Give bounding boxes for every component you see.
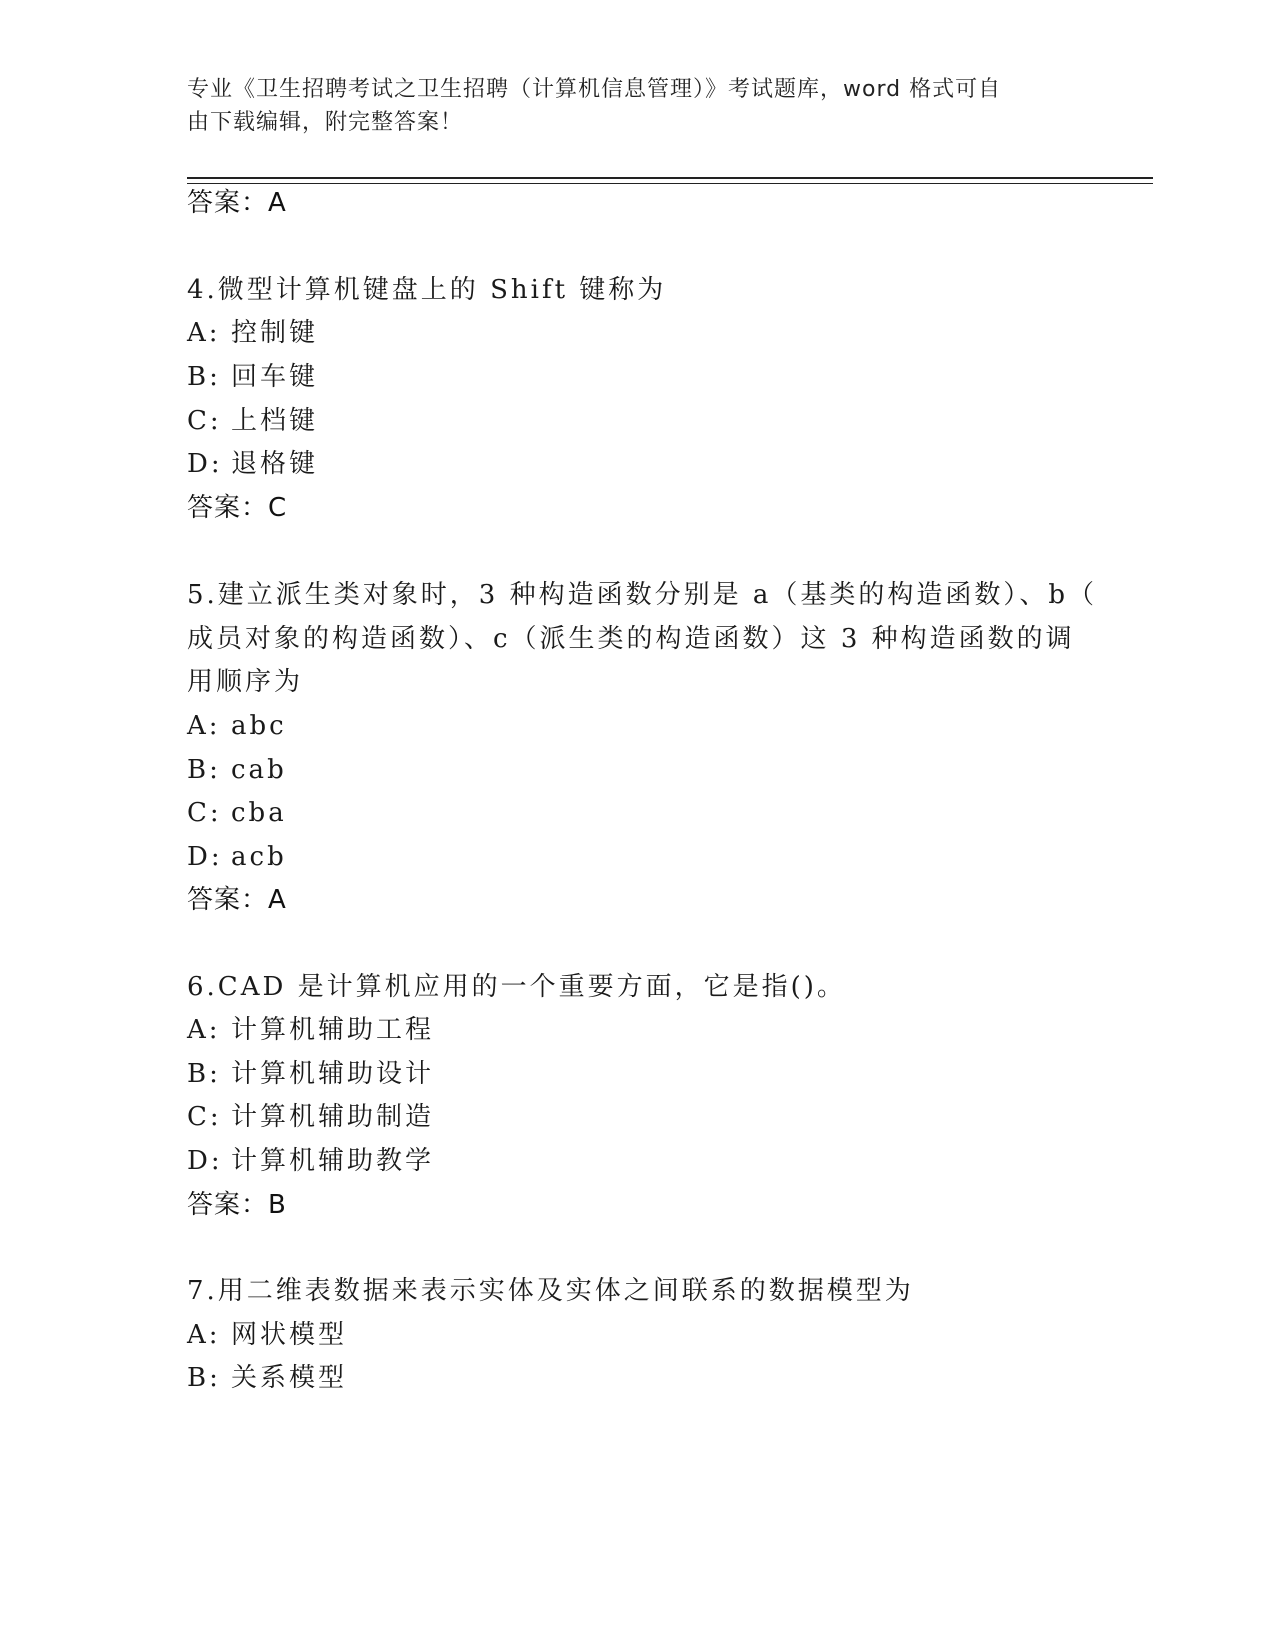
question-6-option-b	[187, 1057, 434, 1091]
option-letter: A:	[187, 711, 221, 741]
question-5-answer: 答案：A	[187, 885, 287, 915]
question-4-option-a	[187, 316, 318, 350]
document-header	[187, 73, 1067, 139]
option-letter: C:	[187, 406, 222, 436]
question-5-stem-line-2: 成员对象的构造函数）、c（派生类的构造函数）这 3 种构造函数的调	[187, 624, 1075, 654]
option-letter: A:	[187, 1320, 221, 1350]
question-4-answer: 答案：C	[187, 493, 288, 523]
header-line-1: 专业《卫生招聘考试之卫生招聘（计算机信息管理）》考试题库，word 格式可自	[187, 77, 1002, 102]
question-6-answer: 答案：B	[187, 1190, 287, 1220]
option-letter: B:	[187, 1059, 221, 1089]
option-letter: D:	[187, 842, 223, 872]
option-text: acb	[231, 842, 287, 872]
question-6-option-c	[187, 1100, 434, 1134]
question-4-option-c	[187, 404, 318, 438]
option-letter: D:	[187, 1146, 223, 1176]
option-text: 计算机辅助制造	[231, 1102, 435, 1132]
previous-answer: 答案：A	[187, 188, 287, 218]
option-text: 网状模型	[231, 1320, 348, 1350]
option-text: 上档键	[231, 406, 319, 436]
question-5-option-b	[187, 753, 287, 787]
option-text: 退格键	[231, 449, 319, 479]
option-text: 控制键	[231, 318, 319, 348]
option-text: 关系模型	[231, 1363, 348, 1393]
question-6-option-a	[187, 1013, 434, 1047]
question-7-option-b	[187, 1361, 347, 1395]
header-rule-thin	[187, 183, 1153, 184]
option-letter: A:	[187, 318, 221, 348]
header-line-2: 由下载编辑，附完整答案！	[187, 110, 464, 135]
option-letter: B:	[187, 362, 221, 392]
question-5-option-c	[187, 796, 287, 830]
option-letter: D:	[187, 449, 223, 479]
option-text: abc	[231, 711, 287, 741]
question-7-option-a	[187, 1318, 347, 1352]
question-4-option-b	[187, 360, 318, 394]
header-rule-thick	[187, 177, 1153, 179]
option-text: cba	[231, 798, 287, 828]
question-6-stem: 6.CAD 是计算机应用的一个重要方面，它是指()。	[187, 972, 846, 1002]
option-letter: C:	[187, 798, 222, 828]
question-5-stem-line-3: 用顺序为	[187, 667, 304, 697]
option-text: 计算机辅助设计	[231, 1059, 435, 1089]
question-4-stem: 4.微型计算机键盘上的 Shift 键称为	[187, 275, 667, 305]
question-5-stem-line-1: 5.建立派生类对象时，3 种构造函数分别是 a（基类的构造函数）、b（	[187, 580, 1098, 610]
question-5-option-a	[187, 709, 287, 743]
option-letter: B:	[187, 755, 221, 785]
option-letter: B:	[187, 1363, 221, 1393]
question-4-option-d	[187, 447, 318, 481]
question-7-stem: 7.用二维表数据来表示实体及实体之间联系的数据模型为	[187, 1276, 914, 1306]
option-text: 计算机辅助工程	[231, 1015, 435, 1045]
option-text: 计算机辅助教学	[231, 1146, 435, 1176]
option-letter: C:	[187, 1102, 222, 1132]
option-text: cab	[231, 755, 287, 785]
option-text: 回车键	[231, 362, 319, 392]
option-letter: A:	[187, 1015, 221, 1045]
question-5-option-d	[187, 840, 287, 874]
question-6-option-d	[187, 1144, 434, 1178]
